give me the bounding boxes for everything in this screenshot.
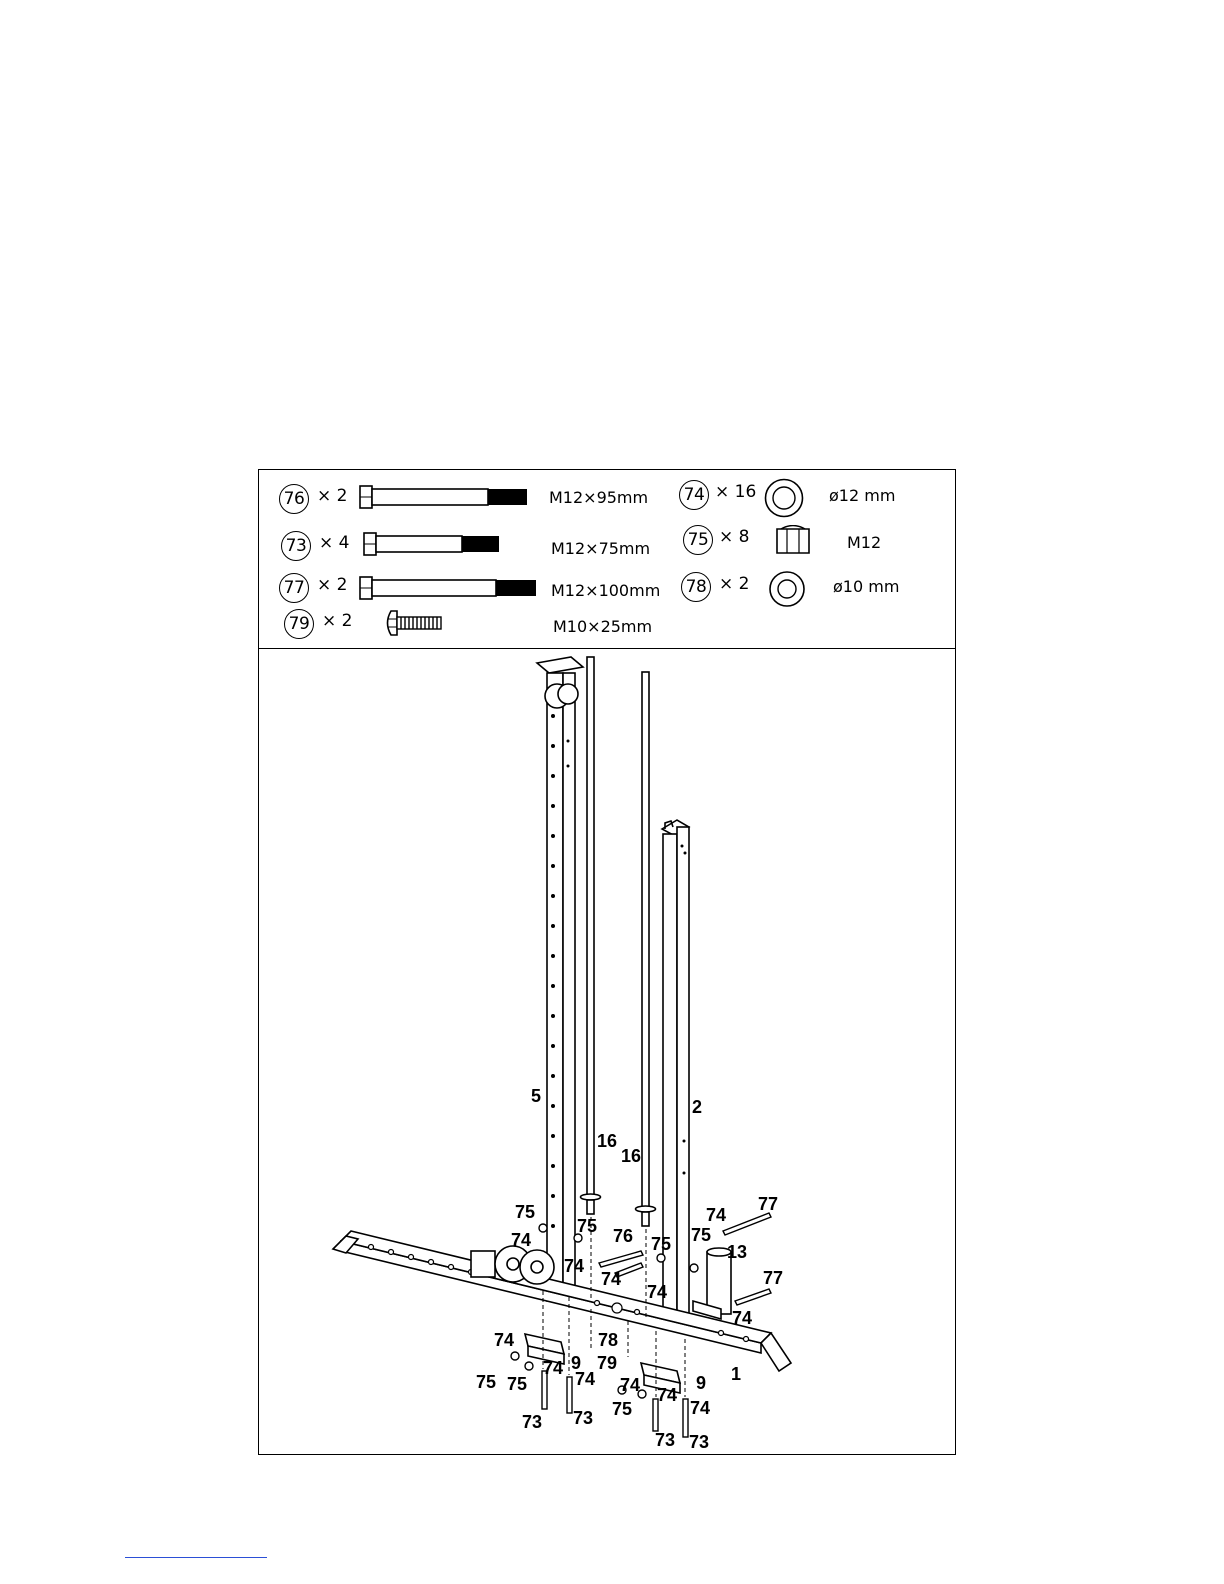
callout-74: 74 <box>732 1308 753 1328</box>
part-number-circle: 76 <box>279 484 309 514</box>
callout-77: 77 <box>758 1194 779 1214</box>
callout-78: 78 <box>598 1330 619 1350</box>
guide-rod-16-right <box>636 672 656 1226</box>
callout-74: 74 <box>706 1205 727 1225</box>
callout-9: 9 <box>571 1353 582 1373</box>
callout-13: 13 <box>727 1242 748 1262</box>
callout-74: 74 <box>601 1269 622 1289</box>
callout-74: 74 <box>494 1330 515 1350</box>
callout-73: 73 <box>689 1432 710 1452</box>
medium-bolt-icon <box>363 529 503 559</box>
part-number-circle: 78 <box>681 572 711 602</box>
hardware-row-78 <box>669 570 949 604</box>
part-number-circle: 74 <box>679 480 709 510</box>
post-sleeve-13 <box>693 1248 731 1319</box>
upright-5 <box>537 657 583 1301</box>
hardware-row-73 <box>259 527 659 561</box>
part-quantity: × 4 <box>319 533 350 553</box>
legend-divider <box>259 648 955 649</box>
callout-74: 74 <box>690 1398 711 1418</box>
callout-76: 76 <box>613 1226 634 1246</box>
footer-link-underline[interactable] <box>125 1557 267 1558</box>
callout-75: 75 <box>515 1202 536 1222</box>
hardware-row-76 <box>259 480 659 514</box>
callout-75: 75 <box>691 1225 712 1245</box>
part-number-circle: 79 <box>284 609 314 639</box>
part-quantity: × 2 <box>317 575 348 595</box>
callout-74: 74 <box>620 1375 641 1395</box>
button-head-screw-icon <box>383 609 447 637</box>
part-size: M10×25mm <box>553 617 653 636</box>
callout-75: 75 <box>612 1399 633 1419</box>
part-size: M12×100mm <box>551 581 661 600</box>
callout-74: 74 <box>564 1256 585 1276</box>
part-size: M12×75mm <box>551 539 651 558</box>
assembly-sheet <box>258 469 956 1455</box>
hardware-row-75 <box>669 523 949 557</box>
part-quantity: × 2 <box>719 574 750 594</box>
callout-9: 9 <box>696 1373 707 1393</box>
callout-1: 1 <box>731 1364 742 1384</box>
callout-75: 75 <box>507 1374 528 1394</box>
part-size: M12 <box>847 533 882 552</box>
callout-77: 77 <box>763 1268 784 1288</box>
washer-icon <box>763 478 805 518</box>
longest-bolt-icon <box>359 573 539 603</box>
nylon-nut-icon <box>773 525 813 555</box>
callout-73: 73 <box>573 1408 594 1428</box>
small-washer-icon <box>767 570 807 608</box>
callout-74: 74 <box>575 1369 596 1389</box>
callout-73: 73 <box>522 1412 543 1432</box>
part-quantity: × 2 <box>317 486 348 506</box>
hardware-row-79 <box>259 607 659 641</box>
long-bolt-icon <box>359 482 531 512</box>
callout-79: 79 <box>597 1353 618 1373</box>
callout-75: 75 <box>651 1234 672 1254</box>
callout-74: 74 <box>647 1282 668 1302</box>
callout-16: 16 <box>621 1146 642 1166</box>
callout-74: 74 <box>543 1358 564 1378</box>
callout-74: 74 <box>657 1385 678 1405</box>
callout-75: 75 <box>476 1372 497 1392</box>
part-size: M12×95mm <box>549 488 649 507</box>
part-number-circle: 73 <box>281 531 311 561</box>
callout-75: 75 <box>577 1216 598 1236</box>
callout-2: 2 <box>692 1097 703 1117</box>
hardware-row-74 <box>669 478 949 512</box>
callout-74: 74 <box>511 1230 532 1250</box>
callout-16: 16 <box>597 1131 618 1151</box>
part-number-circle: 77 <box>279 573 309 603</box>
part-quantity: × 2 <box>322 611 353 631</box>
part-size: ø10 mm <box>833 577 900 596</box>
part-number-circle: 75 <box>683 525 713 555</box>
part-size: ø12 mm <box>829 486 896 505</box>
callout-73: 73 <box>655 1430 676 1450</box>
callout-5: 5 <box>531 1086 542 1106</box>
hardware-row-77 <box>259 571 659 605</box>
part-quantity: × 16 <box>715 482 757 502</box>
part-quantity: × 8 <box>719 527 750 547</box>
